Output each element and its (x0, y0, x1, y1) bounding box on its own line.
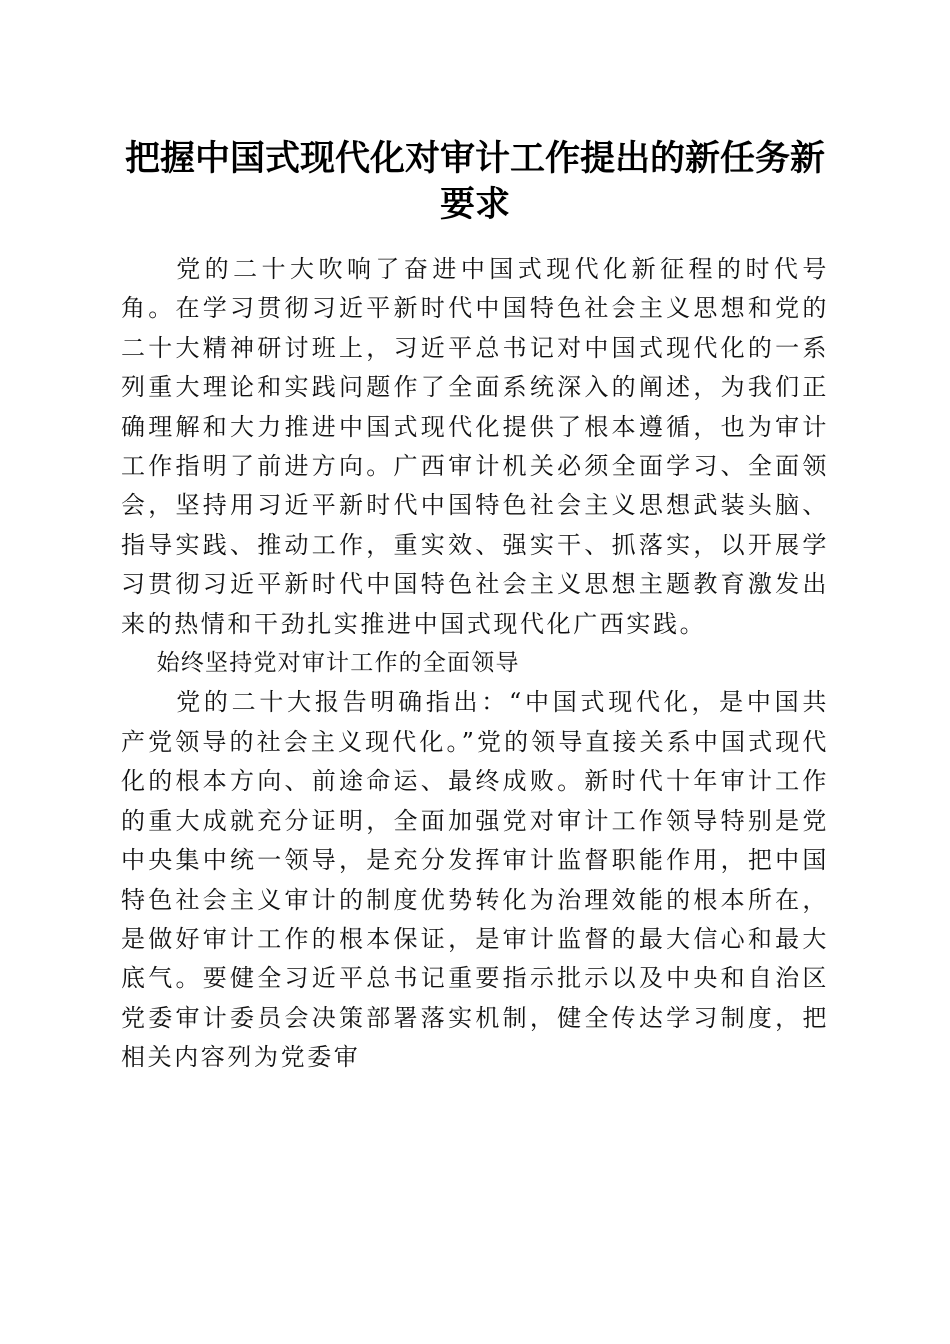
body-paragraph-intro: 党的二十大吹响了奋进中国式现代化新征程的时代号角。在学习贯彻习近平新时代中国特色社会主义思想和党的二十大精神研讨班上，习近平总书记对中国式现代化的一系列重大理论和实践问题作了全面系统深入的阐述，为我们正确理解和大力推进中国式现代化提供了根本遵循，也为审计工作指明了前进方向。广西审计机关必须全面学习、全面领会，坚持用习近平新时代中国特色社会主义思想武装头脑、指导实践、推动工作，重实效、强实干、抓落实，以开展学习贯彻习近平新时代中国特色社会主义思想主题教育激发出来的热情和干劲扎实推进中国式现代化广西实践。 (121, 255, 829, 638)
document-body (121, 250, 829, 1078)
section-heading: 始终坚持党对审计工作的全面领导 (156, 650, 520, 677)
body-paragraph-leadership: 党的二十大报告明确指出：“中国式现代化，是中国共产党领导的社会主义现代化。”党的领导直接关系中国式现代化的根本方向、前途命运、最终成败。新时代十年审计工作的重大成就充分证明，全面加强党对审计工作领导特别是党中央集中统一领导，是充分发挥审计监督职能作用，把中国特色社会主义审计的制度优势转化为治理效能的根本所在，是做好审计工作的根本保证，是审计监督的最大信心和最大底气。要健全习近平总书记重要指示批示以及中央和自治区党委审计委员会决策部署落实机制，健全传达学习制度，把相关内容列为党委审 (121, 688, 829, 1072)
document-title: 把握中国式现代化对审计工作提出的新任务新要求 (124, 138, 825, 225)
